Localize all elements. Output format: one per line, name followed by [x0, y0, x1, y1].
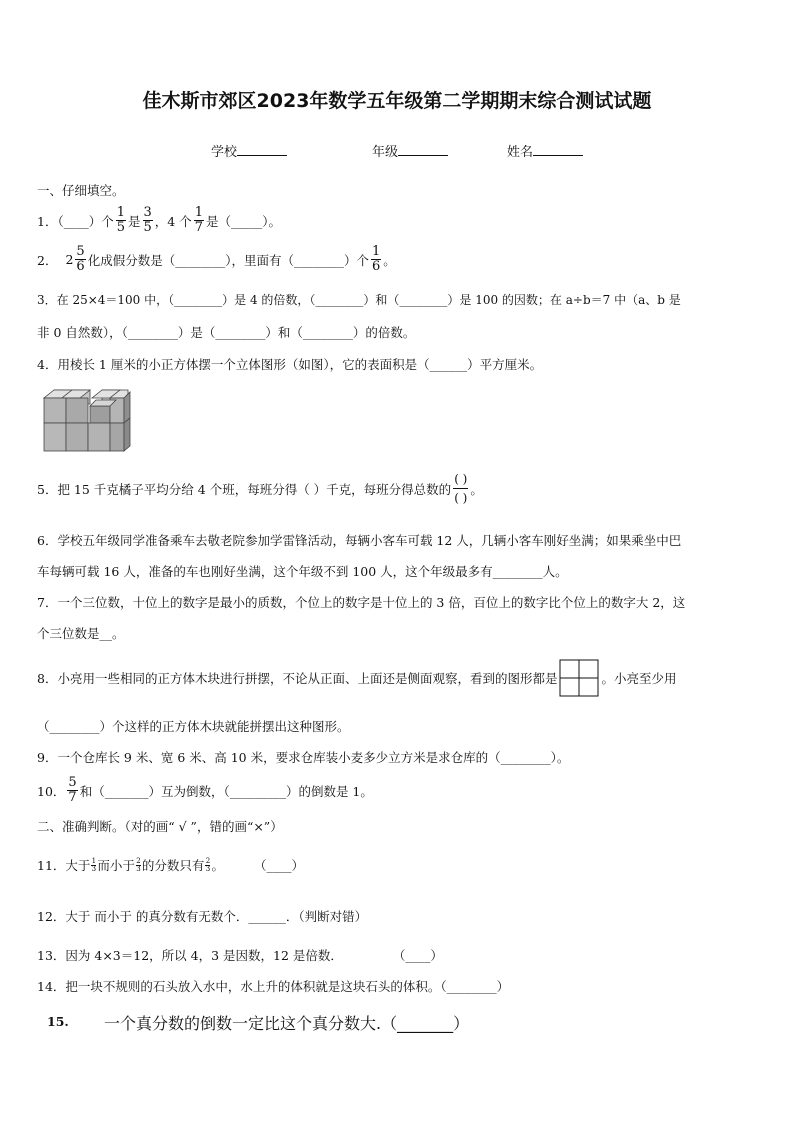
- q2-whole: 2: [65, 252, 74, 267]
- q13-blank: （____）: [392, 948, 443, 963]
- q11-f2-num: 2: [136, 856, 141, 865]
- grade-field: [372, 141, 448, 160]
- q11-blank: （____）: [253, 858, 304, 873]
- q1-f1-den: 5: [116, 220, 125, 235]
- q1-f2-num: 3: [143, 205, 152, 220]
- q10-f-num: 5: [68, 775, 77, 790]
- question-4: 4．用棱长 1 厘米的小正方体摆一个立体图形（如图），它的表面积是（______）平方厘米。: [37, 357, 543, 372]
- school-field: [211, 141, 287, 160]
- q2-f2-den: 6: [371, 259, 381, 274]
- question-15-number: 15.: [47, 1014, 69, 1029]
- question-3-line-1: 3．在 25×4＝100 中，（________）是 4 的倍数，（________）和（________）是 100 的因数；在 a÷b＝7 中（a、b 是: [37, 293, 681, 307]
- q2-f1-num: 5: [76, 244, 85, 259]
- q10-fraction: [67, 776, 77, 805]
- q1-f3-den: 7: [194, 220, 203, 235]
- q1-part-b: 是: [127, 213, 141, 229]
- grade-label: 年级: [372, 145, 399, 160]
- school-label: 学校: [211, 145, 238, 160]
- question-9: 9．一个仓库长 9 米、宽 6 米、高 10 米，要求仓库装小麦多少立方米是求仓库的（________）。: [37, 750, 570, 765]
- q2-f2-num: 1: [371, 244, 381, 259]
- question-8-line-2: （________）个这样的正方体木块就能拼摆出这种图形。: [37, 719, 350, 734]
- page-title: 佳木斯市郊区2023年数学五年级第二学期期末综合测试试题: [142, 90, 652, 112]
- q5-end: 。: [470, 481, 483, 497]
- q2-fraction-1: [75, 245, 85, 274]
- q1-part-d: 是（_____）。: [206, 213, 282, 229]
- question-14: 14．把一块不规则的石头放入水中，水上升的体积就是这块石头的体积。（________）: [37, 979, 510, 994]
- q13-text: 13．因为 4×3＝12，所以 4，3 是因数，12 是倍数．: [37, 948, 343, 963]
- question-12: 12．大于 而小于 的真分数有无数个．______．（判断对错）: [37, 909, 368, 924]
- q11-fraction-2: [136, 858, 141, 873]
- q11-fraction-3: [205, 858, 210, 873]
- question-15: 一个真分数的倒数一定比这个真分数大.（_______）: [104, 1014, 470, 1033]
- q5-text: 5．把 15 千克橘子平均分给 4 个班，每班分得（ ）千克，每班分得总数的: [37, 481, 452, 497]
- q1-f3-num: 1: [194, 205, 203, 220]
- q1-part-a: 1．（____）个: [37, 213, 114, 229]
- question-10: [37, 776, 373, 805]
- section2-heading: 二、准确判断。（对的画“ √ ”，错的画“×”）: [37, 819, 283, 834]
- question-2: [37, 245, 396, 274]
- q5-fraction: [453, 470, 468, 507]
- q1-f1-num: 1: [116, 205, 125, 220]
- name-blank: [533, 143, 583, 156]
- q1-fraction-2: [143, 206, 153, 235]
- q10-f-den: 7: [68, 790, 77, 805]
- question-6-line-1: 6．学校五年级同学准备乘车去敬老院参加学雷锋活动，每辆小客车可载 12 人，几辆小客车刚好坐满；如果乘坐中巴: [37, 533, 682, 548]
- question-5: [37, 470, 483, 507]
- q8-part-a: 8．小亮用一些相同的正方体木块进行拼摆，不论从正面、上面还是侧面观察，看到的图形都是: [37, 671, 558, 686]
- q11-f3-num: 2: [205, 856, 211, 865]
- question-7-line-2: 个三位数是__。: [37, 626, 125, 641]
- question-13: [37, 946, 443, 964]
- q5-f-den: ( ): [454, 491, 468, 505]
- q2-part-b: 。: [383, 252, 396, 268]
- q1-part-c: ，4 个: [154, 213, 192, 229]
- question-8: [37, 659, 676, 697]
- section1-heading: 一、仔细填空。: [37, 183, 125, 198]
- school-blank: [237, 143, 287, 156]
- q2-part-a: 化成假分数是（________），里面有（________）个: [87, 252, 369, 268]
- name-field: [507, 141, 583, 160]
- q11-fraction-1: [91, 858, 96, 873]
- q5-f-num: ( ): [454, 472, 468, 486]
- q11-f2-den: 3: [136, 864, 141, 873]
- question-1: [37, 206, 281, 235]
- q1-fraction-3: [194, 206, 204, 235]
- q2-f1-den: 6: [76, 259, 85, 274]
- q11-part-b: 而小于: [97, 858, 135, 873]
- q2-number: 2．: [37, 252, 58, 268]
- cube-figure: [42, 388, 132, 454]
- q1-fraction-1: [116, 206, 126, 235]
- q11-part-c: 的分数只有: [141, 858, 205, 873]
- q11-part-a: 11．大于: [37, 858, 91, 873]
- q11-f3-den: 3: [205, 864, 211, 873]
- name-label: 姓名: [507, 145, 534, 160]
- q8-part-b: 。小亮至少用: [601, 671, 677, 686]
- question-3-line-2: 非 0 自然数），（________）是（________）和（________）的倍数。: [37, 325, 416, 340]
- q2-fraction-2: [371, 245, 381, 274]
- question-7-line-1: 7．一个三位数，十位上的数字是最小的质数，个位上的数字是十位上的 3 倍，百位上的数字比个位上的数字大 2，这: [37, 595, 686, 610]
- q1-f2-den: 5: [143, 220, 152, 235]
- grade-blank: [398, 143, 448, 156]
- q10-number: 10．: [37, 783, 66, 799]
- grid-square-figure: [559, 659, 599, 697]
- q11-part-d: 。: [211, 858, 224, 873]
- q11-f1-num: 1: [91, 856, 97, 865]
- q11-f1-den: 3: [91, 864, 97, 873]
- question-6-line-2: 车每辆可载 16 人，准备的车也刚好坐满，这个年级不到 100 人，这个年级最多有________人。: [37, 564, 568, 579]
- q10-text: 和（_______）互为倒数，（_________）的倒数是 1。: [79, 783, 373, 799]
- question-11: [37, 856, 304, 874]
